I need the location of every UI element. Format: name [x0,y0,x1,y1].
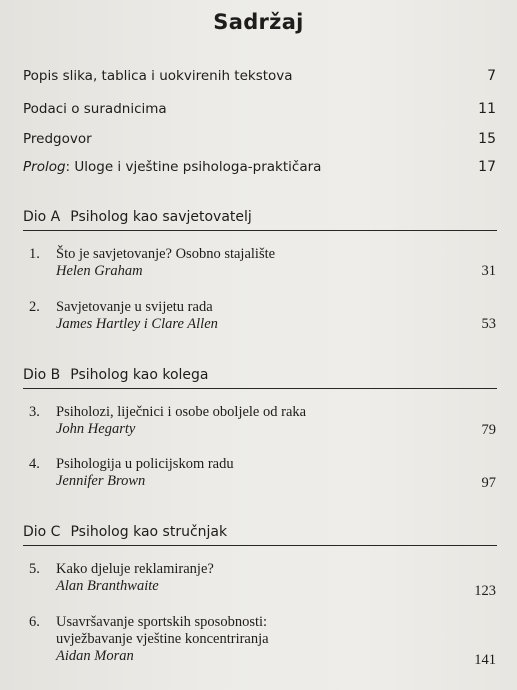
toc-entry-page: 7 [487,68,496,84]
chapter-author: Aidan Moran [56,648,134,664]
chapter-author: Helen Graham [56,263,143,279]
toc-entry [23,159,496,175]
part-heading [23,524,497,546]
part-heading [23,209,497,231]
page-title: Sadržaj [213,10,304,34]
chapter-author: Jennifer Brown [56,473,146,489]
toc-entry [23,101,496,117]
toc-entry-title: Predgovor [23,131,92,147]
chapter-page: 97 [481,475,496,491]
chapter-page: 31 [481,263,496,279]
chapter-author: John Hegarty [56,421,136,437]
chapter-page: 79 [481,422,496,438]
toc-entry-title: Popis slika, tablica i uokvirenih tekstova [23,68,293,84]
toc-entry [23,68,496,84]
chapter-page: 141 [474,652,496,668]
toc-entry-title: Podaci o suradnicima [23,101,167,117]
chapter-title: Kako djeluje reklamiranje? [56,561,214,577]
part-label: Dio B [23,367,61,383]
chapter-number: 1. [29,246,40,262]
part-label: Dio C [23,524,61,540]
toc-entry-page: 15 [478,131,496,147]
part-title: Psiholog kao stručnjak [70,524,228,540]
chapter-number: 5. [29,561,40,577]
chapter-title: Psihologija u policijskom radu [56,456,234,472]
part-heading [23,367,497,389]
chapter-title: Usavršavanje sportskih sposobnosti: [56,614,268,630]
part-label: Dio A [23,209,61,225]
toc-entry [23,131,496,147]
chapter-author: Alan Branthwaite [56,578,159,594]
chapter-author: James Hartley i Clare Allen [56,316,218,332]
toc-entry-page: 11 [478,101,496,117]
chapter-title: Savjetovanje u svijetu rada [56,299,213,315]
chapter-number: 4. [29,456,40,472]
toc-entry-title-rest: : Uloge i vještine psihologa-praktičara [65,159,322,175]
chapter-page: 53 [481,316,496,332]
chapter-number: 3. [29,404,40,420]
part-title: Psiholog kao savjetovatelj [70,209,252,225]
toc-entry-page: 17 [478,159,496,175]
toc-entry-prefix: Prolog [23,159,66,175]
toc-entry-title [23,159,321,175]
chapter-title-continued: uvježbavanje vještine koncentriranja [56,631,269,647]
chapter-page: 123 [474,583,496,599]
part-title: Psiholog kao kolega [70,367,209,383]
chapter-number: 2. [29,299,40,315]
chapter-title: Što je savjetovanje? Osobno stajalište [56,246,276,262]
chapter-number: 6. [29,614,40,630]
chapter-title: Psiholozi, liječnici i osobe oboljele od raka [56,404,307,420]
